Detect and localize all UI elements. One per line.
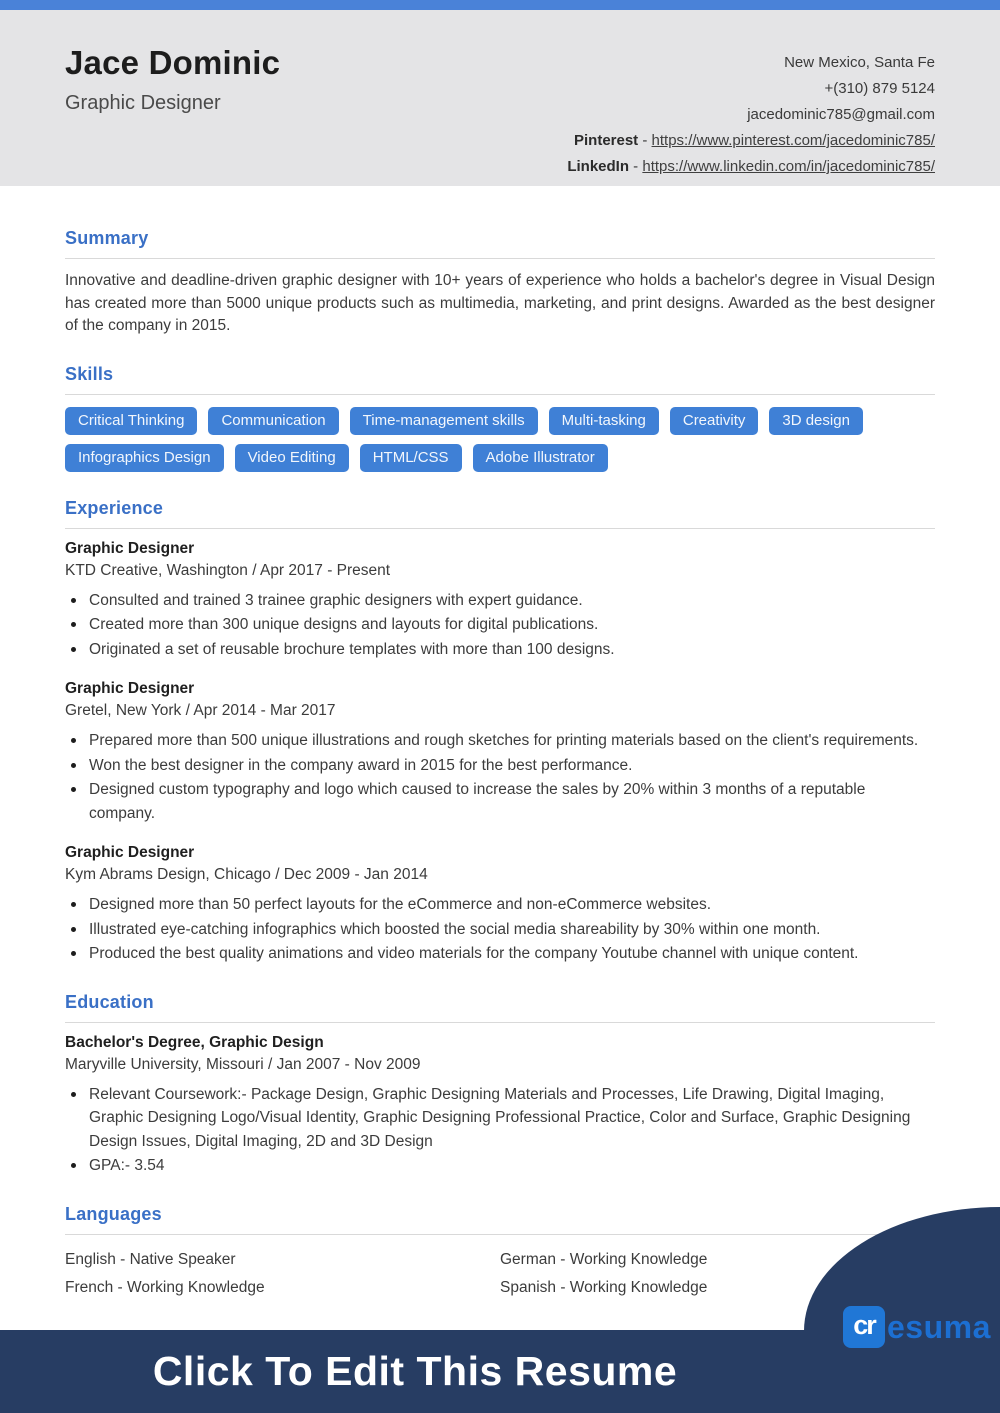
edit-resume-banner-label: Click To Edit This Resume (152, 1348, 678, 1394)
language-item: English - Native Speaker (65, 1250, 236, 1268)
education-heading: Education (65, 991, 154, 1012)
education-meta: Maryville University, Missouri / Jan 2007 - Nov 2009 (65, 1055, 421, 1073)
skill-chip: HTML/CSS (360, 444, 462, 472)
job-title: Graphic Designer (65, 539, 195, 557)
pinterest-link[interactable]: https://www.pinterest.com/jacedominic785/ (651, 132, 935, 149)
contact-phone: +(310) 879 5124 (824, 80, 935, 97)
skill-chip: Communication (208, 407, 338, 435)
section-summary (65, 228, 935, 338)
job-bullet-list (65, 589, 935, 662)
job-bullet: Created more than 300 unique designs and layouts for digital publications. (65, 613, 935, 637)
summary-heading: Summary (65, 228, 149, 248)
experience-entry (65, 680, 935, 825)
cresuma-logo[interactable] (843, 1306, 991, 1348)
education-entry (65, 1034, 935, 1178)
experience-heading: Experience (65, 497, 164, 518)
contact-pinterest-line (567, 128, 935, 154)
resume-header (0, 10, 1000, 186)
skill-chip: Video Editing (235, 444, 349, 472)
job-bullet: Designed more than 50 perfect layouts for the eCommerce and non-eCommerce websites. (65, 893, 935, 917)
contact-linkedin-line (567, 154, 935, 180)
languages-list (65, 1249, 935, 1299)
job-bullet: Produced the best quality animations and video materials for the company Youtube channel with unique content. (65, 942, 935, 966)
skills-heading: Skills (65, 363, 114, 384)
linkedin-link[interactable]: https://www.linkedin.com/in/jacedominic785/ (642, 158, 935, 175)
pinterest-separator: - (638, 132, 652, 149)
section-skills (65, 364, 935, 472)
job-meta: Gretel, New York / Apr 2014 - Mar 2017 (65, 702, 336, 719)
job-bullet: Consulted and trained 3 trainee graphic designers with expert guidance. (65, 589, 935, 613)
job-title: Graphic Designer (65, 844, 195, 861)
experience-divider (65, 528, 935, 529)
education-bullet-list (65, 1083, 935, 1178)
summary-divider (65, 258, 935, 259)
contact-location: New Mexico, Santa Fe (784, 54, 935, 71)
education-bullet: GPA:- 3.54 (65, 1154, 935, 1178)
job-bullet-list (65, 729, 935, 825)
resume-body (0, 186, 1000, 1299)
skills-divider (65, 394, 935, 395)
pinterest-label: Pinterest (573, 132, 639, 149)
job-bullet: Prepared more than 500 unique illustrations and rough sketches for printing materials based on the client's requirements. (65, 729, 935, 753)
summary-text: Innovative and deadline-driven graphic designer with 10+ years of experience who holds a bachelor's degree in Visual Design has created more than 5000 unique products such as multimedia, marketing, and print designs. Awarded as the best designer of the company in 2015. (65, 272, 935, 334)
section-education (65, 992, 935, 1178)
cresuma-logo-icon: cr (843, 1306, 885, 1348)
cresuma-logo-text: esuma (887, 1308, 991, 1345)
job-title: Graphic Designer (65, 680, 195, 697)
contact-email: jacedominic785@gmail.com (747, 106, 935, 123)
section-languages (65, 1204, 935, 1299)
skill-chip: Infographics Design (65, 444, 224, 472)
languages-divider (65, 1234, 935, 1235)
experience-entry (65, 844, 935, 966)
job-bullet: Illustrated eye-catching infographics which boosted the social media shareability by 30% within one month. (65, 918, 935, 942)
language-item: French - Working Knowledge (65, 1278, 265, 1296)
job-bullet: Won the best designer in the company award in 2015 for the best performance. (65, 754, 935, 778)
skill-chip: Time-management skills (350, 407, 538, 435)
education-bullet: Relevant Coursework:- Package Design, Graphic Designing Materials and Processes, Life Drawing, Digital Imaging, Graphic Designing Logo/Visual Identity, Graphic Designing Professional Practice, Color and Surface, Graphic Designing Design Issues, Digital Imaging, 2D and 3D Design (65, 1083, 935, 1154)
education-divider (65, 1022, 935, 1023)
skill-chip: Creativity (670, 407, 759, 435)
language-item: German - Working Knowledge (500, 1250, 708, 1268)
job-bullet-list (65, 893, 935, 966)
experience-entry (65, 540, 935, 662)
skills-chip-list (65, 407, 935, 472)
identity-block (65, 44, 280, 156)
job-meta: Kym Abrams Design, Chicago / Dec 2009 - Jan 2014 (65, 866, 428, 883)
degree-title: Bachelor's Degree, Graphic Design (65, 1033, 324, 1051)
person-name: Jace Dominic (65, 44, 281, 81)
section-experience (65, 498, 935, 966)
job-bullet: Originated a set of reusable brochure templates with more than 100 designs. (65, 638, 935, 662)
skill-chip: Multi-tasking (549, 407, 659, 435)
linkedin-separator: - (629, 158, 643, 175)
contact-block (567, 44, 935, 175)
person-job-title: Graphic Designer (65, 92, 221, 114)
language-item: Spanish - Working Knowledge (500, 1278, 708, 1296)
job-bullet: Designed custom typography and logo which caused to increase the sales by 20% within 3 months of a reputable company. (65, 778, 935, 825)
skill-chip: Critical Thinking (65, 407, 197, 435)
linkedin-label: LinkedIn (567, 158, 630, 175)
skill-chip: Adobe Illustrator (473, 444, 608, 472)
languages-heading: Languages (65, 1203, 162, 1224)
skill-chip: 3D design (769, 407, 863, 435)
job-meta: KTD Creative, Washington / Apr 2017 - Present (65, 561, 391, 579)
top-accent-bar (0, 0, 1000, 10)
